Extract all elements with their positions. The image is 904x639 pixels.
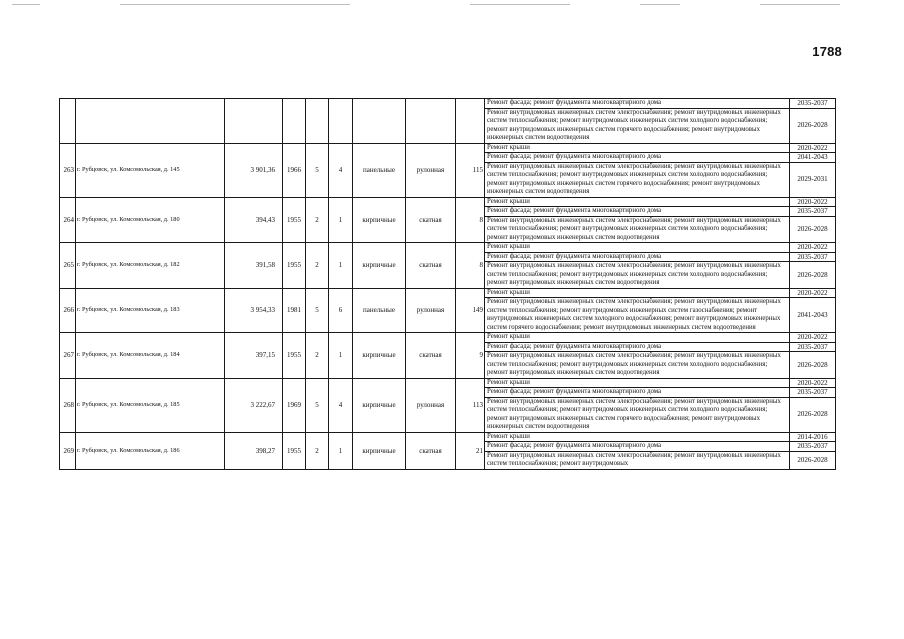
work-description: Ремонт фасада; ремонт фундамента многоквартирного дома xyxy=(485,388,790,398)
work-description: Ремонт фасада; ремонт фундамента многоквартирного дома xyxy=(485,153,790,163)
scan-artifact xyxy=(640,4,680,5)
table-row xyxy=(60,243,836,253)
work-period: 2035-2037 xyxy=(790,207,836,217)
year-built: 1955 xyxy=(283,243,306,288)
wall-material: панельные xyxy=(353,143,406,197)
roof-type: рулонная xyxy=(406,143,456,197)
work-period: 2014-2016 xyxy=(790,432,836,442)
work-period: 2041-2043 xyxy=(790,298,836,333)
work-description: Ремонт внутридомовых инженерных систем электроснабжения; ремонт внутридомовых инженерных систем теплоснабжения; ремонт внутридомовых инженерных систем холодного водоснабжения; ремонт внутридомовых инженерных систем водоотведения xyxy=(485,216,790,242)
floors: 2 xyxy=(306,243,329,288)
table-row xyxy=(60,378,836,388)
work-period: 2035-2037 xyxy=(790,442,836,452)
empty-cell xyxy=(456,99,485,144)
page-number: 1788 xyxy=(812,44,842,59)
address: г. Рубцовск, ул. Комсомольская, д. 185 xyxy=(76,378,225,432)
total-area: 3 954,33 xyxy=(225,288,283,333)
total-area: 3 222,67 xyxy=(225,378,283,432)
table-row xyxy=(60,333,836,343)
empty-cell xyxy=(306,99,329,144)
residents: 115 xyxy=(456,143,485,197)
work-description: Ремонт внутридомовых инженерных систем электроснабжения; ремонт внутридомовых инженерных систем теплоснабжения; ремонт внутридомовых xyxy=(485,451,790,469)
work-period: 2026-2028 xyxy=(790,451,836,469)
total-area: 397,15 xyxy=(225,333,283,378)
wall-material: кирпичные xyxy=(353,378,406,432)
row-number: 268 xyxy=(60,378,76,432)
entrances: 1 xyxy=(329,197,353,242)
address: г. Рубцовск, ул. Комсомольская, д. 183 xyxy=(76,288,225,333)
work-description: Ремонт крыши xyxy=(485,432,790,442)
entrances: 1 xyxy=(329,432,353,469)
residents: 9 xyxy=(456,333,485,378)
wall-material: кирпичные xyxy=(353,197,406,242)
work-description: Ремонт крыши xyxy=(485,288,790,298)
empty-cell xyxy=(76,99,225,144)
work-description: Ремонт фасада; ремонт фундамента многоквартирного дома xyxy=(485,99,790,109)
work-period: 2020-2022 xyxy=(790,243,836,253)
table-row xyxy=(60,288,836,298)
roof-type: рулонная xyxy=(406,378,456,432)
scan-artifact xyxy=(760,4,840,5)
work-period: 2026-2028 xyxy=(790,216,836,242)
work-period: 2020-2022 xyxy=(790,197,836,207)
total-area: 391,58 xyxy=(225,243,283,288)
work-description: Ремонт крыши xyxy=(485,243,790,253)
empty-cell xyxy=(406,99,456,144)
address: г. Рубцовск, ул. Комсомольская, д. 182 xyxy=(76,243,225,288)
residents: 8 xyxy=(456,197,485,242)
work-period: 2035-2037 xyxy=(790,99,836,109)
row-number: 263 xyxy=(60,143,76,197)
entrances: 1 xyxy=(329,243,353,288)
work-description: Ремонт внутридомовых инженерных систем электроснабжения; ремонт внутридомовых инженерных систем теплоснабжения; ремонт внутридомовых инженерных систем холодного водоснабжения; ремонт внутридомовых инженерных систем горячего водоснабжения; ремонт внутридомовых инженерных систем водоотведения xyxy=(485,108,790,143)
work-period: 2020-2022 xyxy=(790,288,836,298)
work-period: 2026-2028 xyxy=(790,262,836,288)
work-description: Ремонт крыши xyxy=(485,143,790,153)
wall-material: кирпичные xyxy=(353,243,406,288)
row-number: 264 xyxy=(60,197,76,242)
work-description: Ремонт внутридомовых инженерных систем электроснабжения; ремонт внутридомовых инженерных систем теплоснабжения; ремонт внутридомовых инженерных систем холодного водоснабжения; ремонт внутридомовых инженерных систем горячего водоснабжения; ремонт внутридомовых инженерных систем водоотведения xyxy=(485,397,790,432)
table-body xyxy=(60,99,836,470)
row-number: 267 xyxy=(60,333,76,378)
table-row xyxy=(60,143,836,153)
empty-cell xyxy=(60,99,76,144)
work-period: 2026-2028 xyxy=(790,108,836,143)
year-built: 1966 xyxy=(283,143,306,197)
address: г. Рубцовск, ул. Комсомольская, д. 184 xyxy=(76,333,225,378)
work-description: Ремонт фасада; ремонт фундамента многоквартирного дома xyxy=(485,252,790,262)
roof-type: скатная xyxy=(406,197,456,242)
floors: 5 xyxy=(306,288,329,333)
work-description: Ремонт внутридомовых инженерных систем электроснабжения; ремонт внутридомовых инженерных систем теплоснабжения; ремонт внутридомовых инженерных систем холодного водоснабжения; ремонт внутридомовых инженерных систем водоотведения xyxy=(485,352,790,378)
work-description: Ремонт крыши xyxy=(485,197,790,207)
row-number: 266 xyxy=(60,288,76,333)
empty-cell xyxy=(353,99,406,144)
work-description: Ремонт внутридомовых инженерных систем электроснабжения; ремонт внутридомовых инженерных систем теплоснабжения; ремонт внутридомовых инженерных систем холодного водоснабжения; ремонт внутридомовых инженерных систем водоотведения xyxy=(485,262,790,288)
table-row xyxy=(60,99,836,109)
table-row xyxy=(60,197,836,207)
wall-material: панельные xyxy=(353,288,406,333)
total-area: 394,43 xyxy=(225,197,283,242)
empty-cell xyxy=(225,99,283,144)
work-description: Ремонт фасада; ремонт фундамента многоквартирного дома xyxy=(485,207,790,217)
work-description: Ремонт внутридомовых инженерных систем электроснабжения; ремонт внутридомовых инженерных систем теплоснабжения; ремонт внутридомовых инженерных систем холодного водоснабжения; ремонт внутридомовых инженерных систем горячего водоснабжения; ремонт внутридомовых инженерных систем водоотведения xyxy=(485,162,790,197)
row-number: 269 xyxy=(60,432,76,469)
entrances: 1 xyxy=(329,333,353,378)
scan-artifact xyxy=(120,4,350,5)
work-description: Ремонт крыши xyxy=(485,378,790,388)
work-description: Ремонт фасада; ремонт фундамента многоквартирного дома xyxy=(485,442,790,452)
housing-repair-table xyxy=(59,98,836,470)
work-period: 2020-2022 xyxy=(790,143,836,153)
residents: 149 xyxy=(456,288,485,333)
address: г. Рубцовск, ул. Комсомольская, д. 180 xyxy=(76,197,225,242)
residents: 21 xyxy=(456,432,485,469)
year-built: 1955 xyxy=(283,333,306,378)
roof-type: скатная xyxy=(406,243,456,288)
work-period: 2035-2037 xyxy=(790,252,836,262)
row-number: 265 xyxy=(60,243,76,288)
year-built: 1955 xyxy=(283,432,306,469)
scan-artifact xyxy=(470,4,570,5)
floors: 2 xyxy=(306,432,329,469)
floors: 5 xyxy=(306,143,329,197)
address: г. Рубцовск, ул. Комсомольская, д. 145 xyxy=(76,143,225,197)
year-built: 1981 xyxy=(283,288,306,333)
total-area: 398,27 xyxy=(225,432,283,469)
work-period: 2035-2037 xyxy=(790,388,836,398)
work-period: 2020-2022 xyxy=(790,378,836,388)
residents: 113 xyxy=(456,378,485,432)
floors: 2 xyxy=(306,197,329,242)
entrances: 4 xyxy=(329,378,353,432)
work-period: 2026-2028 xyxy=(790,352,836,378)
total-area: 3 901,36 xyxy=(225,143,283,197)
work-period: 2029-2031 xyxy=(790,162,836,197)
entrances: 6 xyxy=(329,288,353,333)
work-description: Ремонт крыши xyxy=(485,333,790,343)
work-period: 2035-2037 xyxy=(790,342,836,352)
scan-artifact xyxy=(12,4,40,5)
roof-type: скатная xyxy=(406,333,456,378)
work-description: Ремонт фасада; ремонт фундамента многоквартирного дома xyxy=(485,342,790,352)
empty-cell xyxy=(329,99,353,144)
entrances: 4 xyxy=(329,143,353,197)
work-period: 2026-2028 xyxy=(790,397,836,432)
table-row xyxy=(60,432,836,442)
year-built: 1955 xyxy=(283,197,306,242)
work-period: 2020-2022 xyxy=(790,333,836,343)
floors: 5 xyxy=(306,378,329,432)
year-built: 1969 xyxy=(283,378,306,432)
floors: 2 xyxy=(306,333,329,378)
address: г. Рубцовск, ул. Комсомольская, д. 186 xyxy=(76,432,225,469)
roof-type: скатная xyxy=(406,432,456,469)
wall-material: кирпичные xyxy=(353,432,406,469)
work-period: 2041-2043 xyxy=(790,153,836,163)
empty-cell xyxy=(283,99,306,144)
roof-type: рулонная xyxy=(406,288,456,333)
wall-material: кирпичные xyxy=(353,333,406,378)
work-description: Ремонт внутридомовых инженерных систем электроснабжения; ремонт внутридомовых инженерных систем теплоснабжения; ремонт внутридомовых инженерных систем газоснабжения; ремонт внутридомовых инженерных систем холодного водоснабжения; ремонт внутридомовых инженерных систем горячего водоснабжения; ремонт внутридомовых инженерных систем водоотведения xyxy=(485,298,790,333)
residents: 8 xyxy=(456,243,485,288)
